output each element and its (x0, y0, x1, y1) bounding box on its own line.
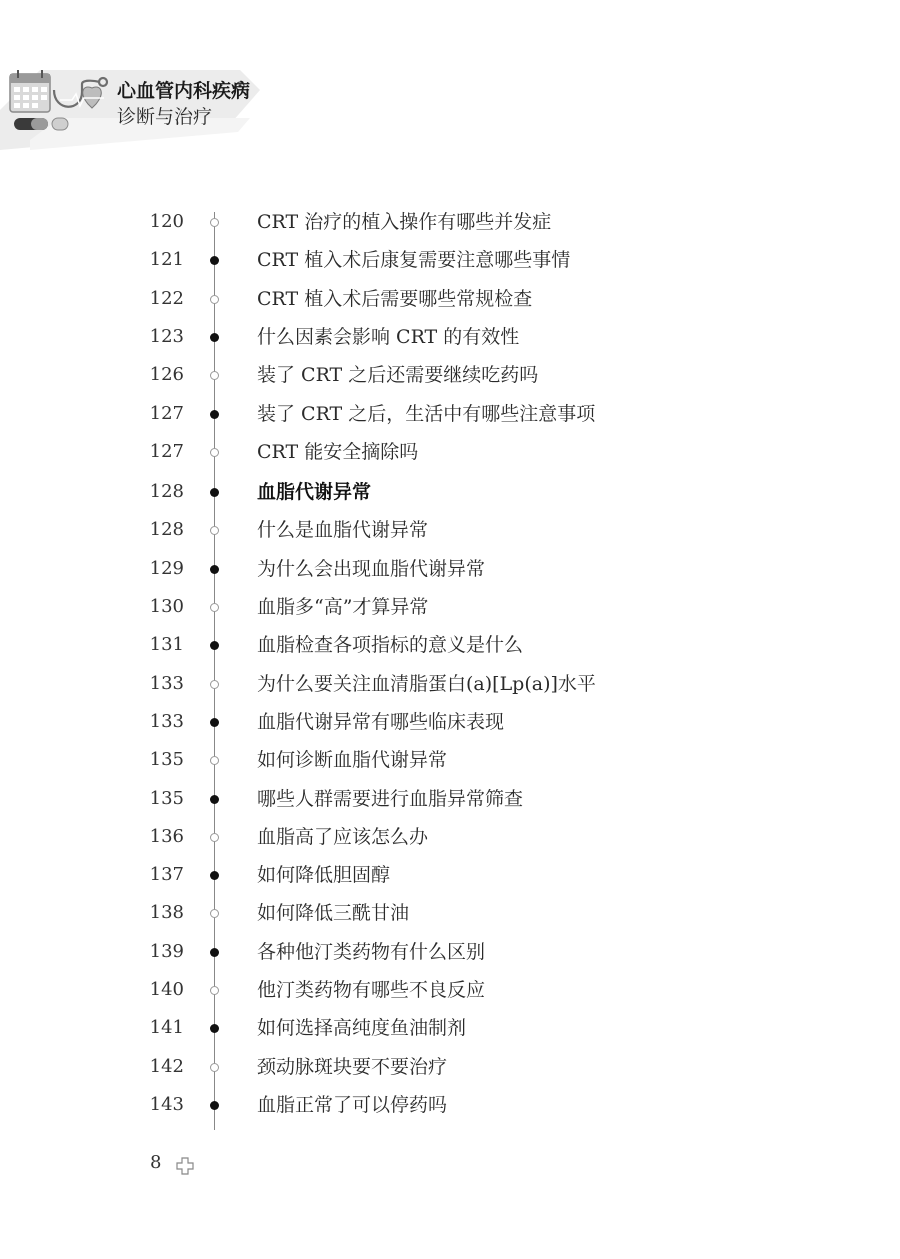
toc-page-number: 127 (149, 440, 184, 462)
filled-dot-icon (210, 565, 219, 574)
toc-page-number: 143 (149, 1093, 184, 1115)
toc-entry-title: 为什么会出现血脂代谢异常 (257, 557, 486, 580)
toc-entry-title: 如何诊断血脂代谢异常 (257, 749, 448, 772)
toc-entry-title: 什么因素会影响 CRT 的有效性 (257, 325, 520, 348)
hollow-dot-icon (210, 218, 219, 227)
toc-entry[interactable] (0, 433, 900, 471)
toc-entry-title: 血脂高了应该怎么办 (257, 825, 429, 848)
book-subtitle: 诊断与治疗 (117, 106, 213, 128)
toc-entry-title: CRT 能安全摘除吗 (257, 440, 419, 463)
toc-entry-title: 如何降低胆固醇 (257, 864, 391, 887)
filled-dot-icon (210, 641, 219, 650)
toc-entry-title: 如何降低三酰甘油 (257, 902, 410, 925)
plus-outline-icon (176, 1157, 194, 1175)
toc-entry-title: 各种他汀类药物有什么区别 (257, 940, 486, 963)
toc-page-number: 140 (149, 979, 184, 1000)
toc-page-number: 135 (149, 787, 184, 809)
toc-entry[interactable] (0, 241, 900, 279)
toc-entry-title: 血脂检查各项指标的意义是什么 (257, 634, 524, 657)
filled-dot-icon (210, 948, 219, 957)
toc-page-number: 120 (149, 211, 184, 232)
page-number: 8 (150, 1152, 162, 1173)
toc-page-number: 135 (149, 749, 184, 771)
toc-page-number: 131 (149, 634, 184, 656)
toc-entry-title: 血脂代谢异常 (257, 481, 372, 504)
toc-entry[interactable] (0, 818, 900, 856)
toc-page-number: 128 (149, 481, 184, 503)
filled-dot-icon (210, 795, 219, 804)
toc-entry-title: 装了 CRT 之后还需要继续吃药吗 (257, 364, 539, 387)
toc-entry[interactable] (0, 894, 900, 932)
toc-entry-title: 为什么要关注血清脂蛋白(a)[Lp(a)]水平 (257, 672, 596, 695)
filled-dot-icon (210, 256, 219, 265)
hollow-dot-icon (210, 986, 219, 995)
toc-page-number: 130 (149, 596, 184, 617)
hollow-dot-icon (210, 1063, 219, 1072)
hollow-dot-icon (210, 909, 219, 918)
toc-entry[interactable] (0, 318, 900, 356)
toc-entry-title: 如何选择高纯度鱼油制剂 (257, 1017, 467, 1040)
hollow-dot-icon (210, 680, 219, 689)
toc-page-number: 133 (149, 672, 184, 694)
toc-entry-title: 血脂正常了可以停药吗 (257, 1093, 448, 1116)
hollow-dot-icon (210, 448, 219, 457)
toc-page-number: 136 (149, 825, 184, 847)
toc-entry-title: 血脂代谢异常有哪些临床表现 (257, 710, 505, 733)
filled-dot-icon (210, 488, 219, 497)
toc-page-number: 138 (149, 902, 184, 924)
toc-page-number: 133 (149, 710, 184, 732)
toc-entry[interactable] (0, 356, 900, 394)
toc-page-number: 127 (149, 402, 184, 424)
toc-page-number: 129 (149, 557, 184, 579)
toc-entry[interactable] (0, 1009, 900, 1047)
toc-entry[interactable] (0, 550, 900, 588)
hollow-dot-icon (210, 526, 219, 535)
toc-entry[interactable] (0, 1086, 900, 1124)
hollow-dot-icon (210, 756, 219, 765)
toc-entry-title: 装了 CRT 之后，生活中有哪些注意事项 (257, 402, 596, 425)
toc-entry[interactable] (0, 971, 900, 1009)
toc-entry[interactable] (0, 203, 900, 241)
toc-page-number: 139 (149, 940, 184, 962)
toc-page-number: 141 (149, 1017, 184, 1039)
toc-entry-title: 什么是血脂代谢异常 (257, 519, 429, 542)
toc-page-number: 142 (149, 1055, 184, 1077)
toc-entry[interactable] (0, 665, 900, 703)
hollow-dot-icon (210, 603, 219, 612)
toc-entry[interactable] (0, 703, 900, 741)
toc-page-number: 122 (149, 287, 184, 309)
toc-page-number: 137 (149, 864, 184, 886)
toc-entry-title: CRT 治疗的植入操作有哪些并发症 (257, 211, 552, 233)
toc-entry-title: 他汀类药物有哪些不良反应 (257, 979, 486, 1001)
toc-entry[interactable] (0, 626, 900, 664)
toc-entry[interactable] (0, 780, 900, 818)
filled-dot-icon (210, 1024, 219, 1033)
toc-entry-title: 哪些人群需要进行血脂异常筛查 (257, 787, 524, 810)
toc-entry[interactable] (0, 741, 900, 779)
toc-entry[interactable] (0, 1048, 900, 1086)
toc-entry[interactable] (0, 856, 900, 894)
toc-entry-title: CRT 植入术后康复需要注意哪些事情 (257, 249, 571, 272)
toc-entry-title: 血脂多“高”才算异常 (257, 596, 429, 618)
toc-entry[interactable] (0, 511, 900, 549)
toc-page-number: 121 (149, 249, 184, 271)
toc-entry[interactable] (0, 395, 900, 433)
filled-dot-icon (210, 871, 219, 880)
toc-page-number: 123 (149, 325, 184, 347)
filled-dot-icon (210, 718, 219, 727)
hollow-dot-icon (210, 833, 219, 842)
book-title: 心血管内科疾病 (117, 80, 251, 102)
toc-entry[interactable] (0, 933, 900, 971)
toc-entry[interactable] (0, 280, 900, 318)
toc-page-number: 128 (149, 519, 184, 541)
filled-dot-icon (210, 1101, 219, 1110)
hollow-dot-icon (210, 295, 219, 304)
toc-section-heading[interactable] (0, 473, 900, 511)
filled-dot-icon (210, 410, 219, 419)
hollow-dot-icon (210, 371, 219, 380)
toc-page-number: 126 (149, 364, 184, 386)
toc-entry-title: CRT 植入术后需要哪些常规检查 (257, 287, 533, 310)
toc-entry-title: 颈动脉斑块要不要治疗 (257, 1055, 448, 1078)
filled-dot-icon (210, 333, 219, 342)
toc-entry[interactable] (0, 588, 900, 626)
